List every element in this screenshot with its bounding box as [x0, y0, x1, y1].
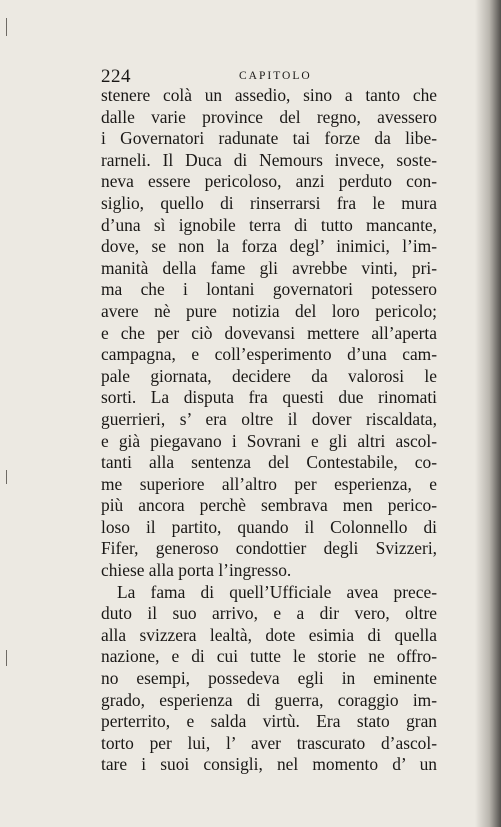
text-line: no esempi, possedeva egli in eminente [101, 668, 437, 689]
text-line: alla svizzera lealtà, dote esimia di quella [101, 624, 437, 645]
text-line: pale giornata, decidere da valorosi le [101, 365, 437, 386]
body-text [101, 85, 437, 776]
text-line: perterrito, e salda virtù. Era stato gran [101, 711, 437, 732]
text-line: torto per lui, l’ aver trascurato d’ascol- [101, 732, 437, 753]
text-line: d’una sì ignobile terra di tutto mancante, [101, 214, 437, 235]
text-line: neva essere pericoloso, anzi perduto con- [101, 171, 437, 192]
text-line: grado, esperienza di guerra, coraggio im- [101, 689, 437, 710]
page-number: 224 [101, 66, 131, 87]
page-edge-mark [6, 650, 7, 666]
text-line: manità della fame gli avrebbe vinti, pri- [101, 257, 437, 278]
paragraph-end-line: chiese alla porta l’ingresso. [101, 560, 292, 581]
running-head: CAPITOLO [239, 70, 312, 82]
text-line: ma che i lontani governatori potessero [101, 279, 437, 300]
text-line: più ancora perchè sembrava men perico- [101, 495, 437, 516]
text-line: duto il suo arrivo, e a dir vero, oltre [101, 603, 437, 624]
text-line: me superiore all’altro per esperienza, e [101, 473, 437, 494]
paragraph-start-line: La fama di quell’Ufficiale avea prece- [117, 581, 437, 602]
text-line: siglio, quello di rinserrarsi fra le mura [101, 192, 437, 213]
text-line: stenere colà un assedio, sino a tanto che [101, 85, 437, 105]
text-line: guerrieri, s’ era oltre il dover riscaldata, [101, 408, 437, 429]
text-line: tare i suoi consigli, nel momento d’ un [101, 754, 437, 775]
text-line: sorti. La disputa fra questi due rinomati [101, 387, 437, 408]
page-edge-mark [6, 18, 7, 36]
text-line: campagna, e coll’esperimento d’una cam- [101, 344, 437, 365]
text-line: dalle varie province del regno, avessero [101, 106, 437, 127]
page-edge-mark [6, 470, 7, 484]
text-line: avere nè pure notizia del loro pericolo; [101, 300, 437, 321]
text-line: tanti alla sentenza del Contestabile, co- [101, 452, 437, 473]
text-line: nazione, e di cui tutte le storie ne offro- [101, 646, 437, 667]
text-line: rarneli. Il Duca di Nemours invece, soste- [101, 149, 437, 170]
text-line: e già piegavano i Sovrani e gli altri ascol- [101, 430, 437, 451]
text-line: i Governatori radunate tai forze da libe- [101, 128, 437, 149]
text-line: e che per ciò dovevansi mettere all’aperta [101, 322, 437, 343]
text-line: Fifer, generoso condottier degli Svizzeri, [101, 538, 437, 559]
text-line: dove, se non la forza degl’ inimici, l’im- [101, 236, 437, 257]
text-line: loso il partito, quando il Colonnello di [101, 516, 437, 537]
binding-shadow [475, 0, 501, 827]
